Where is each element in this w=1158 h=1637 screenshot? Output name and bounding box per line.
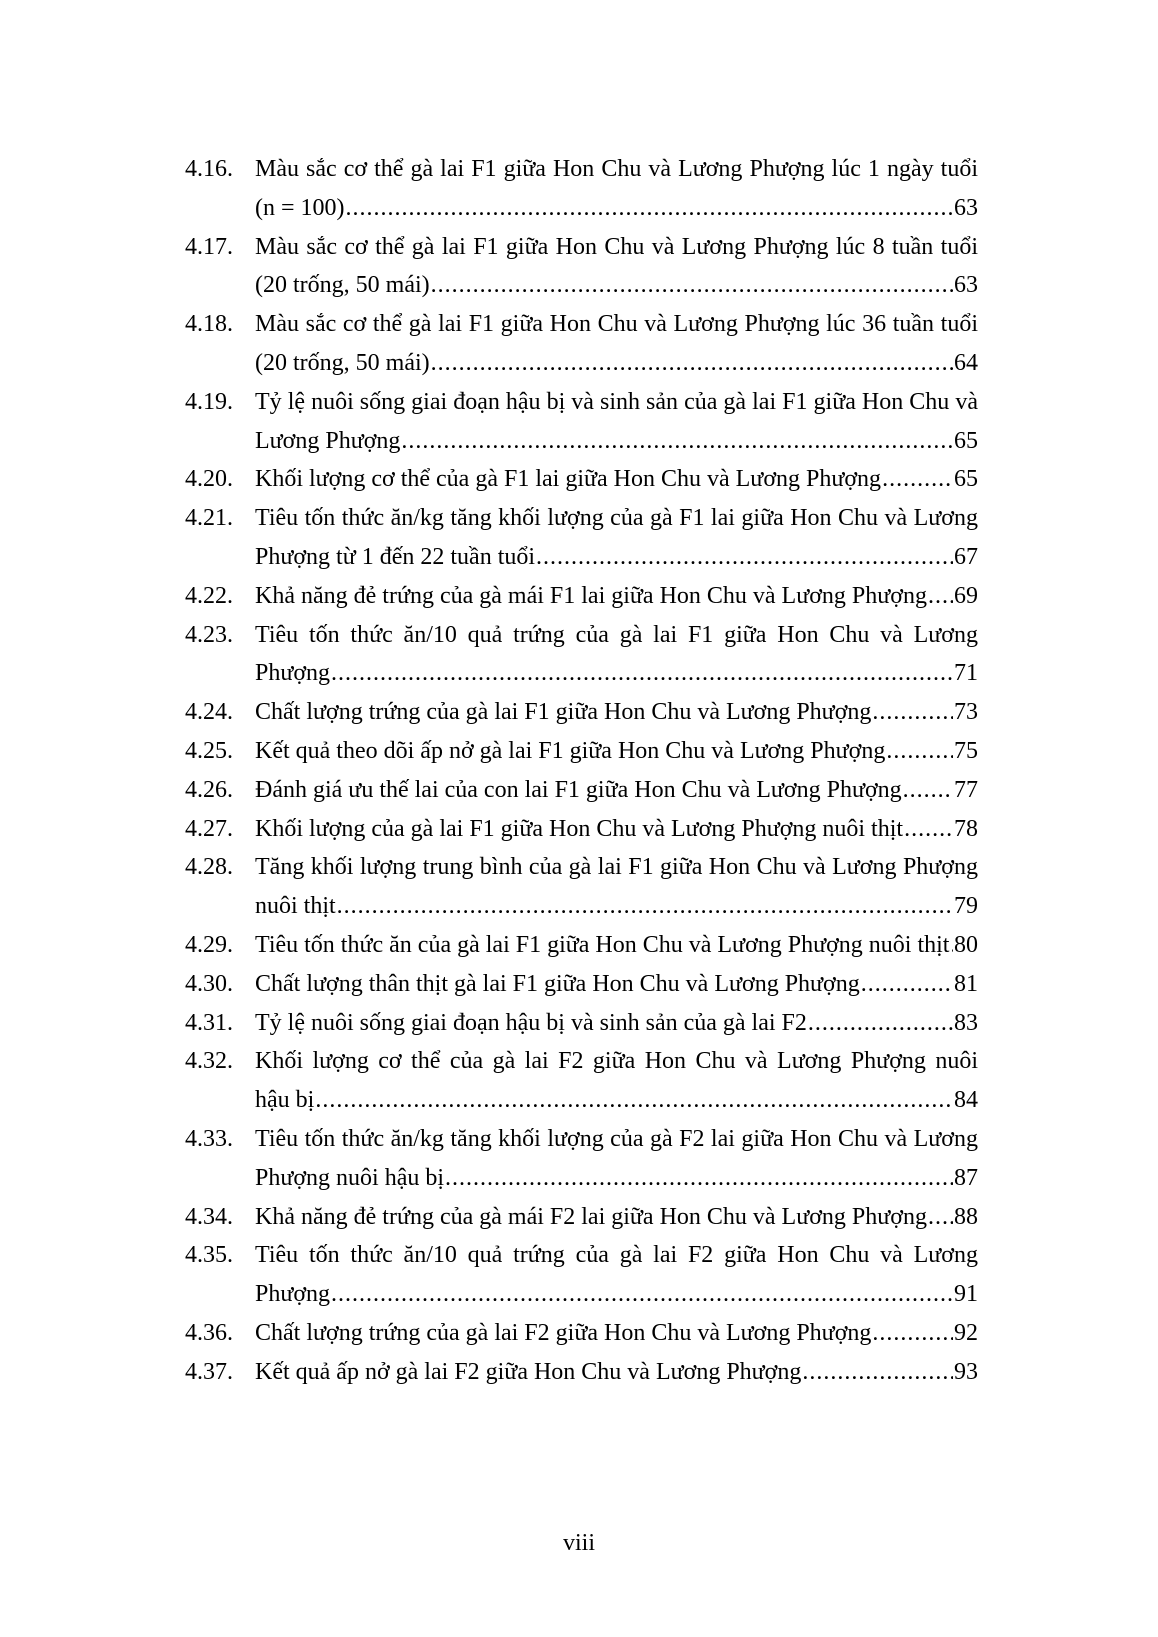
dot-leader [315,1081,953,1120]
toc-entry-text-last: Phượng [255,660,331,687]
toc-entry [185,732,978,771]
dot-leader [872,1314,953,1353]
toc-entry-page-number: 92 [954,1319,978,1346]
toc-entry-number: 4.25. [185,737,233,764]
toc-entry-number: 4.16. [185,156,233,182]
toc-entry-text-last: Tỷ lệ nuôi sống giai đoạn hậu bị và sinh sản của gà lai F2 [255,1009,807,1036]
dot-leader [346,189,953,228]
toc-entry [185,1353,978,1392]
dot-leader [928,1198,953,1237]
toc-entry-number: 4.37. [185,1358,233,1385]
dot-leader [808,1004,953,1043]
toc-entry-text-last: Khả năng đẻ trứng của gà mái F1 lai giữa Hon Chu và Lương Phượng [255,582,927,609]
toc-entry-text-line1: Tiêu tốn thức ăn/10 quả trứng của gà lai F1 giữa Hon Chu và Lương [255,621,978,648]
dot-leader [431,344,953,383]
toc-entry-page-number: 79 [954,893,978,920]
toc-entry-number: 4.31. [185,1009,233,1036]
dot-leader [401,422,953,461]
toc-entry [185,965,978,1004]
dot-leader [536,538,953,577]
footer-page-number: viii [562,1530,595,1556]
dot-leader [431,266,953,305]
toc-entry-page-number: 83 [954,1009,978,1036]
toc-entry-text-last: Chất lượng trứng của gà lai F2 giữa Hon Chu và Lương Phượng [255,1319,872,1346]
toc-entry-page-number: 80 [954,931,978,958]
toc-entry [185,228,978,306]
dot-leader [331,654,953,693]
toc-entry-text-line1: Tiêu tốn thức ăn/kg tăng khối lượng của gà F2 lai giữa Hon Chu và Lương [255,1125,978,1152]
toc-entry-text-last: Phượng từ 1 đến 22 tuần tuổi [255,543,536,570]
dot-leader [872,693,953,732]
dot-leader [904,810,953,849]
toc-entry-page-number: 93 [954,1358,978,1385]
toc-entry-number: 4.17. [185,233,233,260]
toc-entry-page-number: 63 [954,272,978,299]
toc-entry-page-number: 65 [954,427,978,454]
toc-entry-text-last: Chất lượng thân thịt gà lai F1 giữa Hon Chu và Lương Phượng [255,970,860,997]
toc-entry [185,848,978,926]
toc-entry-text-line1: Màu sắc cơ thể gà lai F1 giữa Hon Chu và Lương Phượng lúc 1 ngày tuổi [255,156,978,182]
toc-entry-page-number: 84 [954,1087,978,1114]
toc-entry-page-number: 77 [954,776,978,803]
dot-leader [861,965,953,1004]
toc-entry [185,1120,978,1198]
dot-leader [882,460,953,499]
toc-entry-number: 4.35. [185,1242,233,1269]
toc-entry-number: 4.21. [185,505,233,532]
toc-entry [185,1236,978,1314]
toc-entry-number: 4.20. [185,466,233,493]
toc-entry-text-line1: Tỷ lệ nuôi sống giai đoạn hậu bị và sinh sản của gà lai F1 giữa Hon Chu và [255,388,978,415]
toc-entry-text-line1: Tiêu tốn thức ăn/10 quả trứng của gà lai F2 giữa Hon Chu và Lương [255,1242,978,1269]
dot-leader [445,1159,953,1198]
toc-entry [185,499,978,577]
toc-entry [185,810,978,849]
toc-entry-text-last: (20 trống, 50 mái) [255,349,430,376]
toc-entry-text-last: Đánh giá ưu thế lai của con lai F1 giữa Hon Chu và Lương Phượng [255,776,902,803]
toc-entry-page-number: 64 [954,349,978,376]
dot-leader [337,887,953,926]
toc-entry [185,1198,978,1237]
toc-list [185,150,978,1392]
dot-leader [928,577,953,616]
toc-entry [185,1314,978,1353]
toc-entry-text-last: Lương Phượng [255,427,401,454]
toc-entry-text-last: Phượng nuôi hậu bị [255,1164,445,1191]
toc-entry-text-last: (n = 100) [255,194,345,221]
toc-entry-page-number: 75 [954,737,978,764]
toc-entry-text-last: Kết quả theo dõi ấp nở gà lai F1 giữa Hon Chu và Lương Phượng [255,737,886,764]
toc-entry-page-number: 73 [954,699,978,726]
toc-entry-number: 4.24. [185,699,233,726]
toc-entry-text-line1: Tiêu tốn thức ăn/kg tăng khối lượng của gà F1 lai giữa Hon Chu và Lương [255,505,978,532]
toc-entry-text-line1: Khối lượng cơ thể của gà lai F2 giữa Hon Chu và Lương Phượng nuôi [255,1048,978,1075]
toc-entry-number: 4.33. [185,1125,233,1152]
toc-entry-page-number: 69 [954,582,978,609]
toc-entry-number: 4.29. [185,931,233,958]
toc-entry-text-line1: Màu sắc cơ thể gà lai F1 giữa Hon Chu và Lương Phượng lúc 36 tuần tuổi [255,311,978,338]
toc-entry-number: 4.36. [185,1319,233,1346]
dot-leader [802,1353,953,1392]
toc-entry-text-last: Khả năng đẻ trứng của gà mái F2 lai giữa Hon Chu và Lương Phượng [255,1203,927,1230]
toc-entry [185,771,978,810]
toc-entry-text-last: Phượng [255,1281,331,1308]
toc-entry-text-last: (20 trống, 50 mái) [255,272,430,299]
toc-entry-number: 4.18. [185,311,233,338]
toc-entry-page-number: 87 [954,1164,978,1191]
toc-entry-number: 4.32. [185,1048,233,1075]
toc-entry-number: 4.26. [185,776,233,803]
toc-entry-text-last: Kết quả ấp nở gà lai F2 giữa Hon Chu và Lương Phượng [255,1358,802,1385]
toc-entry [185,926,978,965]
toc-entry-number: 4.19. [185,388,233,415]
toc-entry-page-number: 88 [954,1203,978,1230]
toc-entry-page-number: 91 [954,1281,978,1308]
toc-entry [185,577,978,616]
toc-entry-number: 4.27. [185,815,233,842]
toc-entry-text-last: Tiêu tốn thức ăn của gà lai F1 giữa Hon Chu và Lương Phượng nuôi thịt [255,931,950,958]
toc-entry-text-last: Khối lượng của gà lai F1 giữa Hon Chu và Lương Phượng nuôi thịt [255,815,904,842]
toc-entry-page-number: 63 [954,194,978,221]
toc-entry [185,1004,978,1043]
toc-entry [185,1042,978,1120]
toc-entry-page-number: 65 [954,466,978,493]
toc-entry-page-number: 67 [954,543,978,570]
toc-entry-page-number: 78 [954,815,978,842]
toc-entry-text-last: Chất lượng trứng của gà lai F1 giữa Hon Chu và Lương Phượng [255,699,872,726]
page-footer [0,1524,1158,1562]
toc-entry [185,305,978,383]
toc-entry [185,383,978,461]
toc-entry [185,150,978,228]
toc-entry-number: 4.30. [185,970,233,997]
toc-entry-number: 4.28. [185,854,233,881]
toc-entry-number: 4.23. [185,621,233,648]
toc-entry-page-number: 71 [954,660,978,687]
toc-entry-number: 4.22. [185,582,233,609]
toc-entry-text-line1: Tăng khối lượng trung bình của gà lai F1 giữa Hon Chu và Lương Phượng [255,854,978,881]
toc-entry [185,460,978,499]
dot-leader [903,771,953,810]
toc-entry-text-last: hậu bị [255,1087,315,1114]
toc-entry-number: 4.34. [185,1203,233,1230]
toc-entry-text-last: Khối lượng cơ thể của gà F1 lai giữa Hon Chu và Lương Phượng [255,466,882,493]
toc-entry [185,693,978,732]
toc-entry-text-line1: Màu sắc cơ thể gà lai F1 giữa Hon Chu và Lương Phượng lúc 8 tuần tuổi [255,233,978,260]
dot-leader [886,732,953,771]
toc-entry-text-last: nuôi thịt [255,893,336,920]
toc-entry-page-number: 81 [954,970,978,997]
toc-entry [185,616,978,694]
dot-leader [950,926,953,965]
dot-leader [331,1275,953,1314]
